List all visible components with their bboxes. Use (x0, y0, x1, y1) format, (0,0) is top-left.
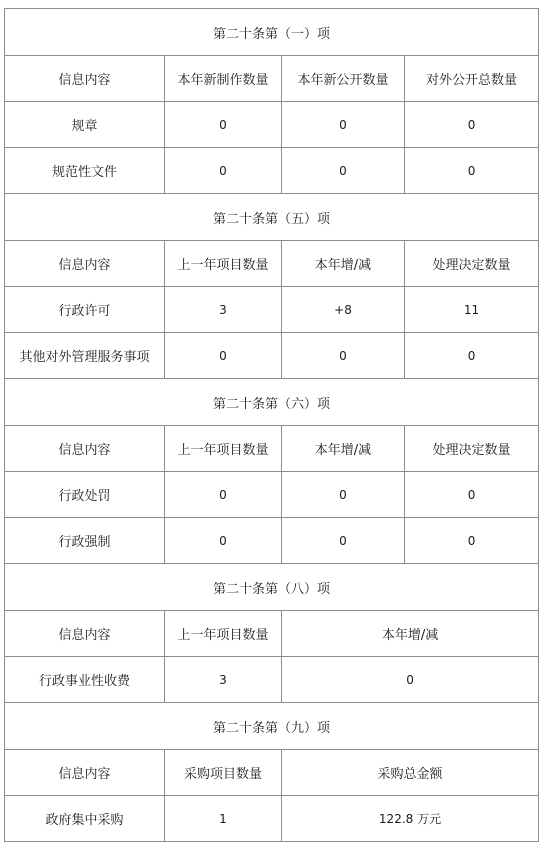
table-cell: 0 (282, 148, 405, 194)
column-header: 本年新公开数量 (282, 56, 405, 102)
column-header: 处理决定数量 (405, 426, 539, 472)
column-header: 上一年项目数量 (165, 426, 282, 472)
table-row (5, 148, 539, 194)
table-cell: 0 (405, 148, 539, 194)
column-header: 信息内容 (5, 611, 165, 657)
column-header: 本年增/减 (282, 426, 405, 472)
header-row (5, 426, 539, 472)
column-header: 本年增/减 (282, 611, 539, 657)
column-header: 本年增/减 (282, 241, 405, 287)
column-header: 上一年项目数量 (165, 241, 282, 287)
table-cell: 0 (282, 472, 405, 518)
section-title-row (5, 194, 539, 241)
table-cell: 3 (165, 287, 282, 333)
table-cell: 0 (165, 333, 282, 379)
section-title: 第二十条第（六）项 (5, 379, 539, 426)
table-row (5, 796, 539, 842)
section-title-row (5, 9, 539, 56)
disclosure-statistics-table (4, 8, 539, 842)
table-row (5, 102, 539, 148)
column-header: 采购项目数量 (165, 750, 282, 796)
table-cell: 0 (405, 102, 539, 148)
table-cell: 0 (282, 102, 405, 148)
column-header: 信息内容 (5, 426, 165, 472)
section-title-row (5, 564, 539, 611)
header-row (5, 241, 539, 287)
table-cell: 0 (405, 472, 539, 518)
table-cell: 0 (165, 102, 282, 148)
header-row (5, 56, 539, 102)
table-row (5, 472, 539, 518)
column-header: 信息内容 (5, 750, 165, 796)
column-header: 信息内容 (5, 56, 165, 102)
table-cell: +8 (282, 287, 405, 333)
table-cell: 0 (405, 333, 539, 379)
row-label: 行政事业性收费 (5, 657, 165, 703)
column-header: 信息内容 (5, 241, 165, 287)
table-row (5, 333, 539, 379)
row-label: 行政强制 (5, 518, 165, 564)
table-cell: 3 (165, 657, 282, 703)
section-title-row (5, 703, 539, 750)
row-label: 行政许可 (5, 287, 165, 333)
table-cell: 0 (282, 333, 405, 379)
column-header: 上一年项目数量 (165, 611, 282, 657)
column-header: 本年新制作数量 (165, 56, 282, 102)
section-title: 第二十条第（五）项 (5, 194, 539, 241)
table-cell: 0 (165, 518, 282, 564)
table-cell: 0 (282, 518, 405, 564)
row-label: 其他对外管理服务事项 (5, 333, 165, 379)
table-row (5, 518, 539, 564)
table-cell: 0 (165, 148, 282, 194)
table-cell: 11 (405, 287, 539, 333)
row-label: 规范性文件 (5, 148, 165, 194)
header-row (5, 750, 539, 796)
table-row (5, 287, 539, 333)
column-header: 处理决定数量 (405, 241, 539, 287)
column-header: 对外公开总数量 (405, 56, 539, 102)
table-cell: 0 (165, 472, 282, 518)
table-cell: 122.8 万元 (282, 796, 539, 842)
row-label: 行政处罚 (5, 472, 165, 518)
row-label: 规章 (5, 102, 165, 148)
table-row (5, 657, 539, 703)
table-cell: 0 (405, 518, 539, 564)
table-cell: 1 (165, 796, 282, 842)
section-title-row (5, 379, 539, 426)
section-title: 第二十条第（九）项 (5, 703, 539, 750)
column-header: 采购总金额 (282, 750, 539, 796)
section-title: 第二十条第（一）项 (5, 9, 539, 56)
section-title: 第二十条第（八）项 (5, 564, 539, 611)
table-cell: 0 (282, 657, 539, 703)
row-label: 政府集中采购 (5, 796, 165, 842)
header-row (5, 611, 539, 657)
